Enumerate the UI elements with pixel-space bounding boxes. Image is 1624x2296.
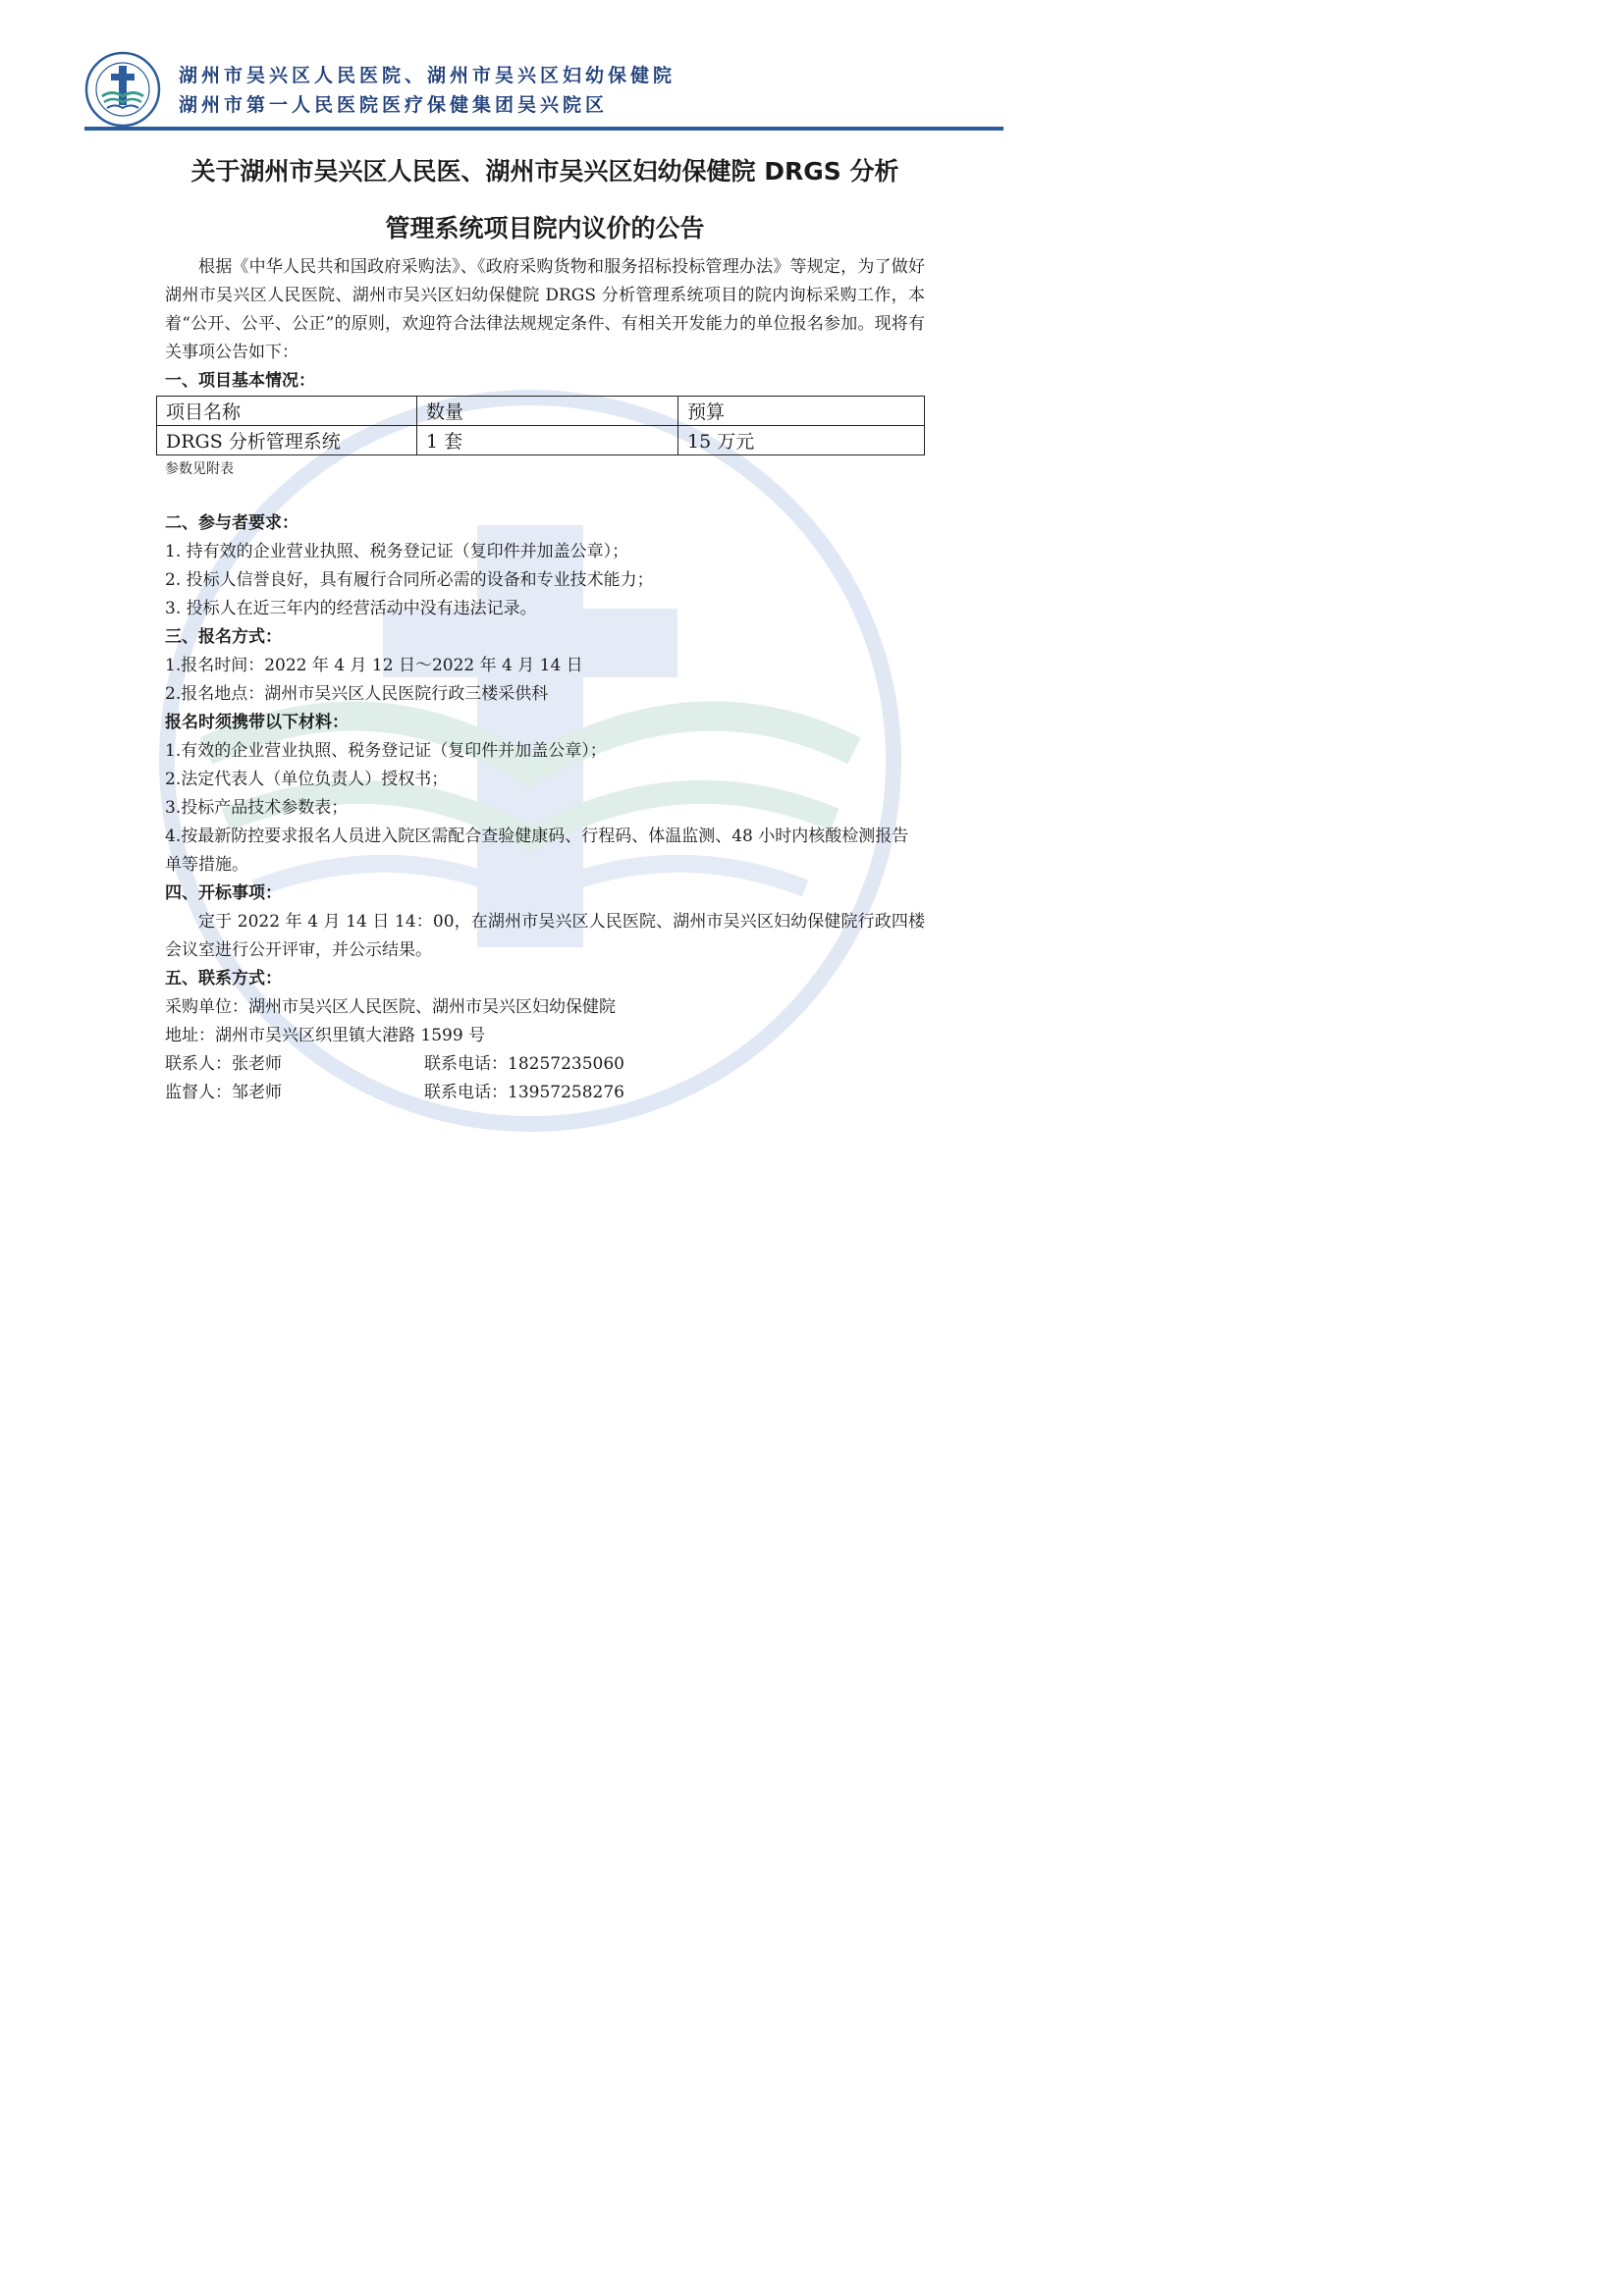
list-item: 1.有效的企业营业执照、税务登记证（复印件并加盖公章）； [165,741,607,761]
list-item: 3.投标产品技术参数表； [165,798,349,818]
table-cell: 15 万元 [678,426,925,455]
header-rule [84,127,1003,131]
contact-phone: 联系电话：18257235060 [424,1054,624,1074]
opening-paragraph: 定于 2022 年 4 月 14 日 14：00，在湖州市吴兴区人民医院、湖州市吴兴区妇幼保健院行政四楼会议室进行公开评审，并公示结果。 [165,912,925,960]
table-cell: DRGS 分析管理系统 [157,426,417,455]
section-5-heading: 五、联系方式： [165,969,282,988]
document-page [0,0,1080,1527]
table-header-cell: 预算 [678,397,925,426]
list-item: 2. 投标人信誉良好，具有履行合同所必需的设备和专业技术能力； [165,570,654,590]
materials-heading: 报名时须携带以下材料： [165,713,349,732]
list-item: 3. 投标人在近三年内的经营活动中没有违法记录。 [165,599,537,618]
table-header-row [157,397,925,426]
organization-names [179,61,676,120]
project-table [156,396,925,455]
hospital-group-seal-icon [84,51,161,128]
table-header-cell: 数量 [417,397,678,426]
list-item: 1.报名时间：2022 年 4 月 12 日～2022 年 4 月 14 日 [165,656,583,675]
purchaser-line: 采购单位：湖州市吴兴区人民医院、湖州市吴兴区妇幼保健院 [165,997,616,1017]
letterhead [84,51,1003,133]
list-item: 2.报名地点：湖州市吴兴区人民医院行政三楼采供科 [165,684,549,704]
list-item: 2.法定代表人（单位负责人）授权书； [165,770,449,789]
section-1-heading: 一、项目基本情况： [165,371,315,391]
address-line: 地址：湖州市吴兴区织里镇大港路 1599 号 [165,1026,486,1045]
section-2-heading: 二、参与者要求： [165,513,298,533]
supervisor-phone: 联系电话：13957258276 [424,1083,624,1102]
organization-name-line-1: 湖州市吴兴区人民医院、湖州市吴兴区妇幼保健院 [179,65,677,86]
table-note: 参数见附表 [165,461,234,477]
list-item: 1. 持有效的企业营业执照、税务登记证（复印件并加盖公章）； [165,542,629,561]
table-row [157,426,925,455]
notice-title-line-1: 关于湖州市吴兴区人民医、湖州市吴兴区妇幼保健院 DRGS 分析 [190,157,899,186]
organization-name-line-2: 湖州市第一人民医院医疗保健集团吴兴院区 [179,94,609,116]
section-4-heading: 四、开标事项： [165,883,282,903]
contact-person: 联系人：张老师 [165,1054,282,1074]
list-item: 4.按最新防控要求报名人员进入院区需配合查验健康码、行程码、体温监测、48 小时内核酸检测报告单等措施。 [165,827,909,875]
table-cell: 1 套 [417,426,678,455]
table-header-cell: 项目名称 [157,397,417,426]
section-3-heading: 三、报名方式： [165,627,282,647]
contact-row [165,1050,925,1079]
supervisor-person: 监督人：邹老师 [165,1083,282,1102]
notice-content [165,147,925,1107]
notice-title-line-2: 管理系统项目院内议价的公告 [385,214,705,242]
intro-paragraph: 根据《中华人民共和国政府采购法》、《政府采购货物和服务招标投标管理办法》等规定，为了做好湖州市吴兴区人民医院、湖州市吴兴区妇幼保健院 DRGS 分析管理系统项目的院内询标采购工作，本着“公开、公平、公正”的原则，欢迎符合法律法规规定条件、有相关开发能力的单位报名参加。现将有关事项公告如下： [165,257,925,362]
supervisor-row [165,1079,925,1107]
